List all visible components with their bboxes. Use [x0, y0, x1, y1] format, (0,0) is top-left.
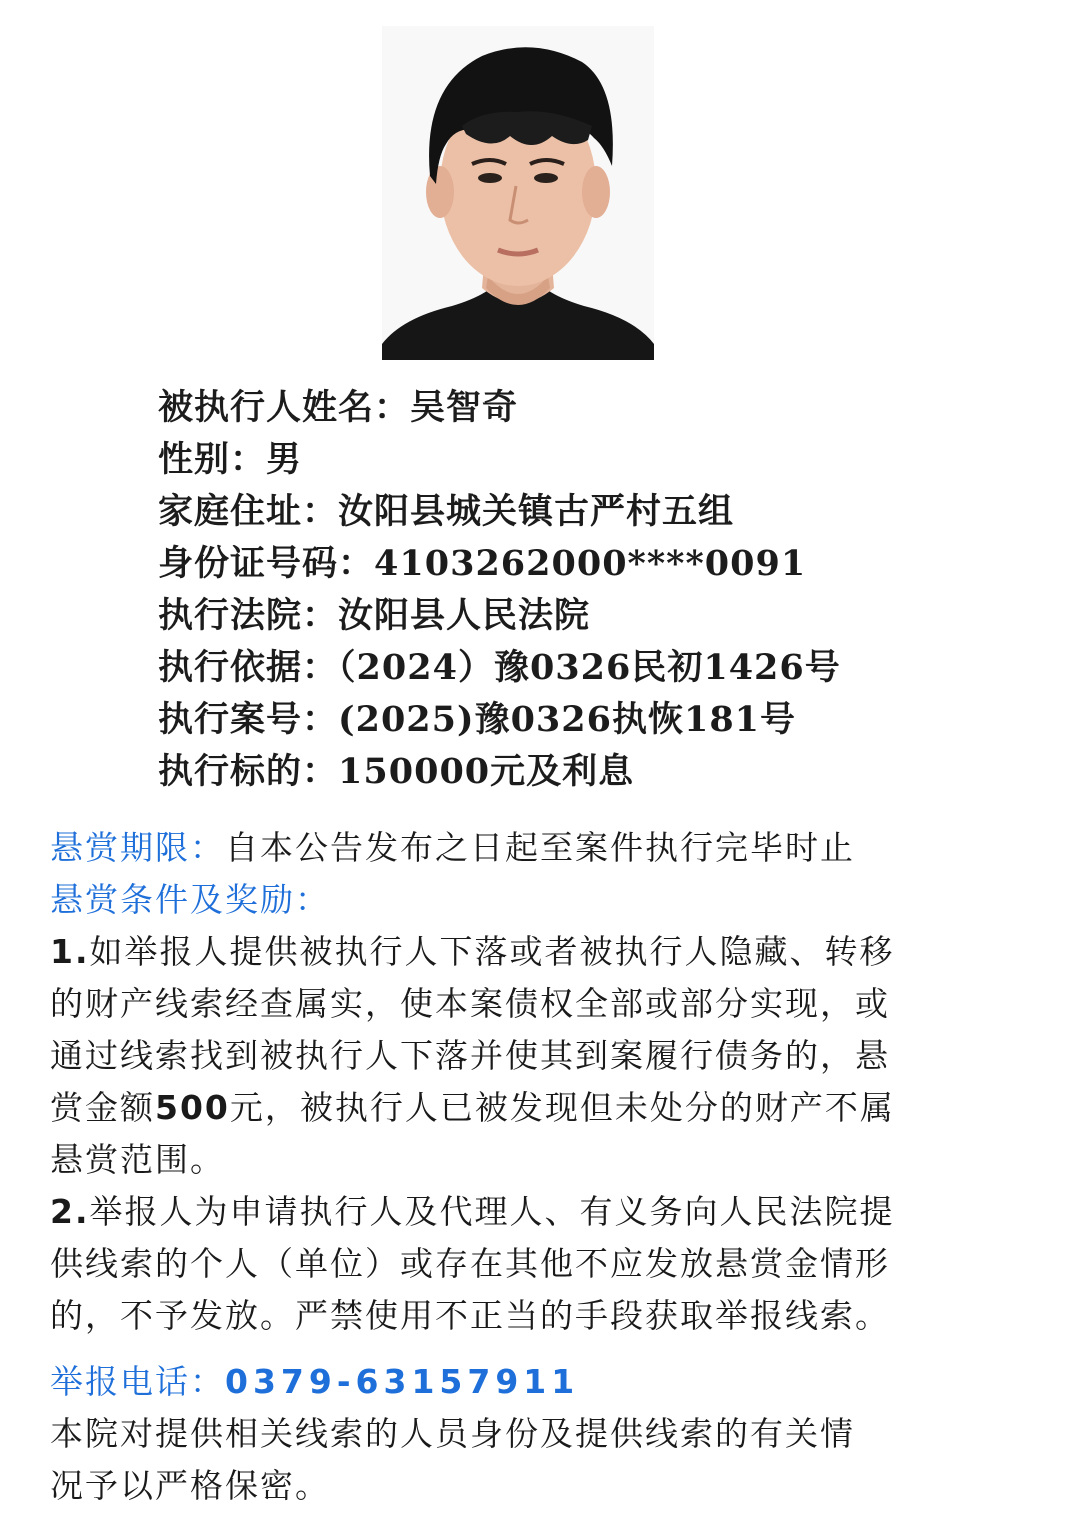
condition-1-number: 1. — [50, 932, 90, 971]
confidential-line-1: 本院对提供相关线索的人员身份及提供线索的有关情 — [50, 1414, 855, 1453]
reward-period — [50, 822, 1040, 874]
hotline — [50, 1356, 1040, 1408]
execution-basis: （2024）豫0326民初1426号 — [338, 647, 841, 688]
hotline-number[interactable]: 0379-63157911 — [225, 1362, 580, 1401]
condition-1-line-1: 1.如举报人提供被执行人下落或者被执行人隐藏、转移 — [50, 932, 895, 971]
condition-1-line-5: 悬赏范围。 — [50, 1140, 225, 1179]
info-row-name: 被执行人姓名：吴智奇 — [158, 387, 519, 428]
hotline-label: 举报电话： — [50, 1362, 225, 1401]
condition-2-line-2: 供线索的个人（单位）或存在其他不应发放悬赏金情形 — [50, 1244, 890, 1283]
reward-notice — [50, 822, 1040, 1512]
condition-1-line-4: 赏金额500元，被执行人已被发现但未处分的财产不属 — [50, 1088, 895, 1127]
person-id-number: 4103262000****0091 — [374, 543, 807, 584]
condition-1-line-3: 通过线索找到被执行人下落并使其到案履行债务的，悬 — [50, 1036, 890, 1075]
info-row-subject: 执行标的：150000元及利息 — [158, 751, 635, 792]
condition-2-number: 2. — [50, 1192, 90, 1231]
condition-2-line-3: 的，不予发放。严禁使用不正当的手段获取举报线索。 — [50, 1296, 890, 1335]
executing-court: 汝阳县人民法院 — [338, 595, 591, 636]
reward-period-label: 悬赏期限： — [50, 828, 225, 867]
info-row-court: 执行法院：汝阳县人民法院 — [158, 595, 591, 636]
person-info — [158, 382, 1038, 798]
confidential-line-2: 况予以严格保密。 — [50, 1466, 330, 1505]
info-row-basis: 执行依据：（2024）豫0326民初1426号 — [158, 647, 841, 688]
case-number: (2025)豫0326执恢181号 — [338, 699, 797, 740]
info-row-gender: 性别：男 — [158, 439, 303, 480]
person-name: 吴智奇 — [410, 387, 519, 428]
info-row-address: 家庭住址：汝阳县城关镇古严村五组 — [158, 491, 735, 532]
reward-amount: 500 — [155, 1088, 230, 1127]
portrait-photo-icon — [382, 26, 654, 360]
person-photo — [382, 26, 654, 360]
condition-1-line-2: 的财产线索经查属实，使本案债权全部或部分实现，或 — [50, 984, 890, 1023]
conditions-heading: 悬赏条件及奖励： — [50, 880, 330, 919]
execution-subject: 150000元及利息 — [338, 751, 635, 792]
info-row-id-number: 身份证号码：4103262000****0091 — [158, 543, 807, 584]
section-gap — [50, 1342, 1040, 1356]
info-row-case-number: 执行案号：(2025)豫0326执恢181号 — [158, 699, 797, 740]
reward-period-text: 自本公告发布之日起至案件执行完毕时止 — [225, 828, 855, 867]
condition-2-line-1: 2.举报人为申请执行人及代理人、有义务向人民法院提 — [50, 1192, 895, 1231]
person-gender: 男 — [266, 439, 303, 480]
person-address: 汝阳县城关镇古严村五组 — [338, 491, 735, 532]
